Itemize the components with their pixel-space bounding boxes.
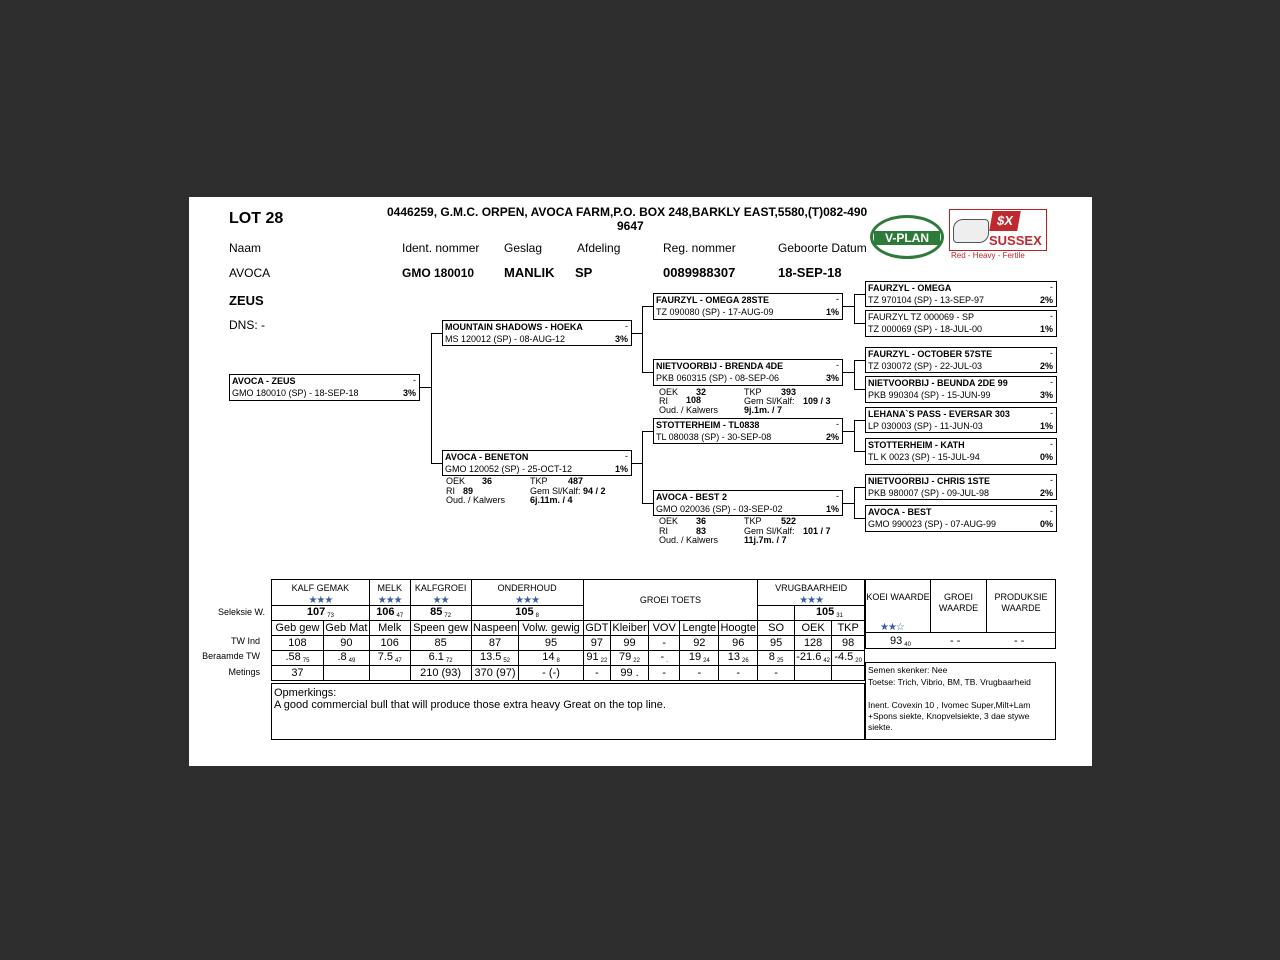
geslag-value: MANLIK bbox=[504, 265, 555, 280]
col-header: Speen gew bbox=[410, 620, 471, 635]
lot-number: LOT 28 bbox=[229, 210, 284, 227]
opmerkings-box bbox=[271, 683, 865, 740]
col-header: Kleiber bbox=[612, 621, 647, 634]
beraamde-cell: .8 $_{49}$ bbox=[323, 650, 369, 665]
metings-cell: - bbox=[583, 665, 610, 680]
naam-header: Naam bbox=[229, 241, 262, 255]
pedigree-gg-7: NIETVOORBIJ - CHRIS 1STE - PKB 980007 (SP) - 09-JUL-98 2% bbox=[865, 474, 1057, 500]
tw-cell: 85 bbox=[410, 635, 471, 650]
group-kalf-gemak: KALF GEMAK bbox=[272, 580, 370, 596]
group-groei-toets: GROEI TOETS bbox=[583, 580, 758, 621]
metings-row bbox=[272, 665, 865, 680]
geboorte-header: Geboorte Datum bbox=[778, 241, 867, 255]
col-header: Geb Mat bbox=[325, 621, 368, 634]
group-melk: MELK bbox=[369, 580, 410, 596]
row-label-seleksie: Seleksie W. bbox=[217, 607, 265, 617]
group-onderhoud: ONDERHOUD bbox=[471, 580, 583, 596]
star-rating-melk: ★★★ bbox=[377, 594, 402, 606]
star-rating-vrug: ★★★ bbox=[799, 594, 824, 606]
metings-cell bbox=[323, 665, 369, 680]
lot-sheet: LOT 28 0446259, G.M.C. ORPEN, AVOCA FARM,P.O. BOX 248,BARKLY EAST,5580,(T)082-490 9647 V-PLAN $X SUSSEX Red - Heavy - Fertile Naam Ident. nommer Geslag Afdeling Reg. nommer Geboorte Datum AVOCA GMO 180010 MANLIK SP 0089988307 18-SEP-18 ZEUS DNS: - AVOCA - ZEUS - GMO 180010 (SP) - 18-SEP-18 3% MOUNTAIN SHADOWS - HOEKA - MS 120012 (SP) - 08-AUG-12 3% AVOCA - BENETON - GMO 120052 (SP) - 25-OCT-12 1% FAURZYL - OMEGA 28STE - TZ 090080 (SP) - 17-AUG-09 1% NIETVOORBIJ - BRENDA 4DE - PKB 060315 (SP) - 08-SEP-06 3% STOTTERHEIM - TL0838 - TL 080038 (SP) - 30-SEP-08 2% AVOCA - BEST 2 - GMO 020036 (SP) - 03-SEP-02 1% FAURZYL - OMEGA - TZ 970104 (SP) - 13-SEP-97 2% FAURZYL TZ 000069 - SP - TZ 000069 (SP) - 18-JUL-00 1% FAURZYL - OCTOBER 57STE - TZ 030072 (SP) - 22-JUL-03 2% NIETVOORBIJ - BEUNDA 2DE 99 - PKB 990304 (SP) - 15-JUN-99 3% LEHANA`S PASS - EVERSAR 303 - LP 030003 (SP) - 11-JUN-03 1% STOTTERHEIM - KATH - TL K 0023 (SP) - 15-JUL-94 0% NIETVOORBIJ - CHRIS 1STE - PKB 980007 (SP) - 09-JUL-98 2% AVOCA - BEST - GMO 990023 (SP) - 07-AUG-99 0% OEK 36 TKP 487 RI 89 Gem Sl/Kalf: 94 / 2 Oud. / Kalwers 6j.11m. / 4 OEK 32 TKP 393 RI 108 Gem Sl/Kalf: 109 / 3 Oud. / Kalwers 9j.1m. / 7 OEK 36 TKP 522 RI 83 Gem Sl/Kalf: 101 / 7 Oud. / Kalwers 11j.7m. / 7 Seleksie W. TW Ind Beraamde TW Metings KALF GEMAK MELK KALFGROEI ONDERHOUD GROEI TOETS VRUGBAARHEID ★★★ ★★★ ★★ ★★★ ★★★ 107 $_{73}$ 106 $_{47}$ 85 $_{72}$ 105 $_8$ 105 $_{31}$ Geb gew Geb Mat Melk Speen gew Naspeen Volw. gewig GDT Kleiber VOV Lengte Hoogte SO OEK TKP 108 90 106 85 87 95 97 99 - 92 96 95 128 98 .58 $_{75}$ .8 $_{49}$ 7.5 $_{47}$ 6.1 $_{72}$ 13.5 $_{52}$ 14 $_8$ 91 $_{22}$ 79 $_{22}$ - $_.$ 19 $_{24}$ 13 $_{26}$ 8 $_{25}$ -21.6 $_{42}$ -4.5 $_{20}$ 37 210 (93) 370 (97) - (-) - 99 . - - - - KOEI WAARDE GROEI WAARDE PRODUKSIE WAARDE ★★☆ 93 $_{40}$ - - - - Opmerkings: A good commercial bull that will produce those extra heavy Great on the top line. Semen skenker: Nee Toetse: Trich, Vibrio, BM, TB. Vrugbaarheid Inent. Covexin 10 , Ivomec Super,Milt+Lam +Spons siekte, Knopvelsiekte, 3 dae stywe siekte. bbox=[189, 197, 1092, 766]
waarde-panel bbox=[865, 579, 1056, 649]
tw-cell: 92 bbox=[680, 635, 719, 650]
inent-note-3: siekte. bbox=[868, 722, 893, 732]
col-header: SO bbox=[758, 620, 795, 635]
metings-cell bbox=[794, 665, 831, 680]
semen-note: Semen skenker: Nee bbox=[868, 665, 948, 675]
tw-cell: 98 bbox=[832, 635, 865, 650]
koei-waarde-label: KOEI WAARDE bbox=[866, 592, 930, 602]
col-header: Melk bbox=[369, 620, 410, 635]
metings-cell: - (-) bbox=[519, 665, 583, 680]
animal-name: ZEUS bbox=[229, 293, 264, 308]
group-vrugbaarheid: VRUGBAARHEID bbox=[758, 580, 865, 596]
produksie-waarde-label: PRODUKSIE WAARDE bbox=[994, 592, 1048, 613]
group-kalfgroei: KALFGROEI bbox=[410, 580, 471, 596]
pedigree-gg-3: FAURZYL - OCTOBER 57STE - TZ 030072 (SP) - 22-JUL-03 2% bbox=[865, 347, 1057, 373]
afdeling-value: SP bbox=[575, 265, 593, 280]
metings-cell: 37 bbox=[272, 665, 324, 680]
pedigree-gg-4: NIETVOORBIJ - BEUNDA 2DE 99 - PKB 990304 (SP) - 15-JUN-99 3% bbox=[865, 376, 1057, 403]
star-rating-kalf: ★★★ bbox=[308, 594, 333, 606]
row-label-beraamde: Beraamde TW bbox=[202, 651, 260, 661]
beraamde-cell: 13 $_{26}$ bbox=[719, 650, 758, 665]
reg-header: Reg. nommer bbox=[663, 241, 736, 255]
col-header: Naspeen bbox=[473, 621, 518, 634]
geslag-header: Geslag bbox=[504, 241, 543, 255]
pedigree-gg-8: AVOCA - BEST - GMO 990023 (SP) - 07-AUG-99 0% bbox=[865, 505, 1057, 532]
tw-cell: - bbox=[648, 635, 680, 650]
metings-cell: - bbox=[758, 665, 795, 680]
beraamde-cell: 7.5 $_{47}$ bbox=[369, 650, 410, 665]
sel-melk: 106 $_{47}$ bbox=[369, 605, 410, 620]
column-headers bbox=[272, 620, 865, 635]
dns: DNS: - bbox=[229, 318, 265, 332]
beraamde-cell: 14 $_8$ bbox=[519, 650, 583, 665]
pedigree-dam: AVOCA - BENETON - GMO 120052 (SP) - 25-OCT-12 1% bbox=[442, 450, 632, 476]
beraamde-cell: 19 $_{24}$ bbox=[680, 650, 719, 665]
sel-kalf: 107 $_{73}$ bbox=[272, 605, 370, 620]
col-header: Lengte bbox=[680, 620, 719, 635]
metings-cell: - bbox=[719, 665, 758, 680]
notes-box bbox=[865, 662, 1056, 740]
tw-cell: 96 bbox=[719, 635, 758, 650]
owner-line-2: 9647 bbox=[617, 219, 644, 233]
tw-cell: 97 bbox=[583, 635, 610, 650]
metings-cell: 210 (93) bbox=[410, 665, 471, 680]
geboorte-value: 18-SEP-18 bbox=[778, 265, 842, 280]
tw-cell: 108 bbox=[272, 635, 324, 650]
inent-note-2: +Spons siekte, Knopvelsiekte, 3 dae stywe bbox=[868, 711, 1030, 721]
reg-value: 0089988307 bbox=[663, 265, 736, 280]
tw-cell: 99 bbox=[611, 635, 649, 650]
beraamde-cell: -4.5 $_{20}$ bbox=[832, 650, 865, 665]
tw-cell: 128 bbox=[794, 635, 831, 650]
beraamde-cell: 91 $_{22}$ bbox=[583, 650, 610, 665]
metings-cell: - bbox=[680, 665, 719, 680]
pedigree-gg-5: LEHANA`S PASS - EVERSAR 303 - LP 030003 (SP) - 11-JUN-03 1% bbox=[865, 407, 1057, 433]
metings-cell bbox=[369, 665, 410, 680]
sel-vrug: 105 $_{31}$ bbox=[794, 605, 864, 620]
beraamde-cell: 8 $_{25}$ bbox=[758, 650, 795, 665]
pedigree-dam-dam: AVOCA - BEST 2 - GMO 020036 (SP) - 03-SEP-02 1% bbox=[653, 490, 843, 516]
col-header: GDT bbox=[583, 620, 610, 635]
opmerkings-label: Opmerkings: bbox=[274, 687, 337, 699]
groei-waarde-label: GROEI WAARDE bbox=[938, 592, 979, 613]
sel-kalfgroei: 85 $_{72}$ bbox=[410, 605, 471, 620]
tw-cell: 95 bbox=[758, 635, 795, 650]
breeding-value-table bbox=[271, 579, 865, 681]
beraamde-cell: .58 $_{75}$ bbox=[272, 650, 324, 665]
metings-cell: 370 (97) bbox=[471, 665, 519, 680]
col-header: TKP bbox=[832, 620, 865, 635]
beraamde-cell: -21.6 $_{42}$ bbox=[796, 651, 830, 664]
afdeling-header: Afdeling bbox=[577, 241, 621, 255]
sussex-logo: $X SUSSEX Red - Heavy - Fertile bbox=[949, 209, 1047, 263]
pedigree-sire-dam: NIETVOORBIJ - BRENDA 4DE - PKB 060315 (SP) - 08-SEP-06 3% bbox=[653, 359, 843, 386]
tw-cell: 90 bbox=[323, 635, 369, 650]
tw-cell: 95 bbox=[519, 635, 583, 650]
tw-cell: 87 bbox=[471, 635, 519, 650]
owner-line-1: 0446259, G.M.C. ORPEN, AVOCA FARM,P.O. BOX 248,BARKLY EAST,5580,(T)082-490 bbox=[387, 205, 868, 219]
koei-stars: ★★☆ bbox=[880, 622, 904, 633]
pedigree-gg-6: STOTTERHEIM - KATH - TL K 0023 (SP) - 15-JUL-94 0% bbox=[865, 438, 1057, 465]
tw-row bbox=[272, 635, 865, 650]
naam-value: AVOCA bbox=[229, 266, 271, 280]
pedigree-gg-1: FAURZYL - OMEGA - TZ 970104 (SP) - 13-SEP-97 2% bbox=[865, 281, 1057, 307]
groei-waarde-value: - - bbox=[950, 635, 961, 647]
vplan-logo: V-PLAN bbox=[870, 215, 944, 259]
sel-onderhoud: 105 $_8$ bbox=[471, 605, 583, 620]
tw-cell: 106 bbox=[369, 635, 410, 650]
toetse-note: Toetse: Trich, Vibrio, BM, TB. Vrugbaarheid bbox=[868, 677, 1031, 687]
metings-cell: 99 . bbox=[611, 665, 649, 680]
col-header: Geb gew bbox=[272, 620, 324, 635]
opmerkings-text: A good commercial bull that will produce those extra heavy Great on the top line. bbox=[274, 699, 666, 711]
col-header: Hoogte bbox=[720, 621, 756, 634]
metings-cell bbox=[832, 665, 865, 680]
pedigree-sire: MOUNTAIN SHADOWS - HOEKA - MS 120012 (SP) - 08-AUG-12 3% bbox=[442, 320, 632, 346]
pedigree-dam-sire: STOTTERHEIM - TL0838 - TL 080038 (SP) - 30-SEP-08 2% bbox=[653, 418, 843, 444]
pedigree-sire-sire: FAURZYL - OMEGA 28STE - TZ 090080 (SP) - 17-AUG-09 1% bbox=[653, 293, 843, 320]
beraamde-cell: - $_.$ bbox=[648, 650, 680, 665]
col-header: OEK bbox=[794, 620, 831, 635]
star-rating-onderhoud: ★★★ bbox=[515, 594, 540, 606]
star-rating-kalfgroei: ★★ bbox=[432, 594, 449, 606]
metings-cell: - bbox=[648, 665, 680, 680]
row-label-metings: Metings bbox=[228, 667, 260, 677]
pedigree-gg-2: FAURZYL TZ 000069 - SP - TZ 000069 (SP) - 18-JUL-00 1% bbox=[865, 310, 1057, 337]
ident-header: Ident. nommer bbox=[402, 241, 480, 255]
beraamde-cell: 13.5 $_{52}$ bbox=[471, 650, 519, 665]
beraamde-cell: 6.1 $_{72}$ bbox=[410, 650, 471, 665]
beraamde-cell: 79 $_{22}$ bbox=[611, 650, 649, 665]
beraamde-row bbox=[272, 650, 865, 665]
col-header: VOV bbox=[648, 620, 680, 635]
col-header: Volw. gewig bbox=[519, 620, 583, 635]
pedigree-animal: AVOCA - ZEUS - GMO 180010 (SP) - 18-SEP-18 3% bbox=[229, 374, 420, 401]
inent-note-1: Inent. Covexin 10 , Ivomec Super,Milt+Lam bbox=[868, 700, 1031, 710]
ident-value: GMO 180010 bbox=[402, 266, 475, 280]
produksie-waarde-value: - - bbox=[1014, 635, 1025, 647]
row-label-tw: TW Ind bbox=[230, 636, 260, 646]
koei-waarde-value: 93 $_{40}$ bbox=[890, 635, 911, 648]
